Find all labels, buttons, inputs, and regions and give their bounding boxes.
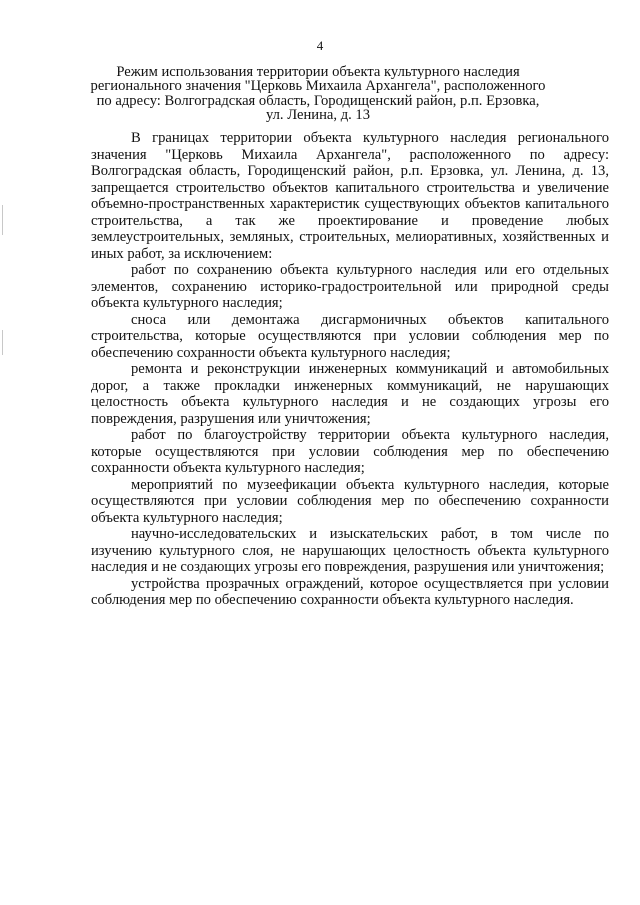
exception-item: работ по благоустройству территории объекта культурного наследия, которые осуществляются при условии соблюдения мер по обеспечению сохранности объекта культурного наследия; bbox=[91, 427, 609, 476]
scan-margin-mark bbox=[2, 205, 3, 235]
title-line: ул. Ленина, д. 13 bbox=[265, 106, 371, 123]
page-number: 4 bbox=[316, 38, 324, 53]
title-line: по адресу: Волгоградская область, Городищенский район, р.п. Ерзовка, bbox=[96, 92, 540, 109]
scan-margin-mark bbox=[2, 330, 3, 355]
exception-item: научно-исследовательских и изыскательских работ, в том числе по изучению культурного слоя, не нарушающих целостность объекта культурного наследия и не создающих угрозы его повреждения, разрушения или уничтожения; bbox=[91, 526, 609, 575]
title-line: Режим использования территории объекта культурного наследия bbox=[116, 64, 520, 80]
exception-item: мероприятий по музеефикации объекта культурного наследия, которые осуществляются при условии соблюдения мер по обеспечению сохранности объекта культурного наследия; bbox=[91, 476, 609, 526]
exception-item: ремонта и реконструкции инженерных коммуникаций и автомобильных дорог, а также прокладки инженерных коммуникаций, не нарушающих целостность объекта культурного наследия и не создающих угрозы его повреждения, разрушения или уничтожения; bbox=[91, 361, 609, 427]
document-title bbox=[90, 65, 546, 122]
document-body bbox=[91, 130, 609, 609]
title-line: регионального значения "Церковь Михаила Архангела", расположенного bbox=[90, 78, 546, 95]
exception-item: устройства прозрачных ограждений, которое осуществляется при условии соблюдения мер по обеспечению сохранности объекта культурного наследия. bbox=[91, 575, 609, 608]
exception-item: сноса или демонтажа дисгармоничных объектов капитального строительства, которые осуществляются при условии соблюдения мер по обеспечению сохранности объекта культурного наследия; bbox=[91, 311, 609, 361]
exception-item: работ по сохранению объекта культурного наследия или его отдельных элементов, сохранению историко-градостроительной или природной среды объекта культурного наследия; bbox=[91, 262, 609, 311]
intro-paragraph: В границах территории объекта культурного наследия регионального значения "Церковь Михаила Архангела", расположенного по адресу: Волгоградская область, Городищенский район, р.п. Ерзовка, ул. Ленина, д. 13, запрещается строительство объектов капитального строительства и увеличение объемно-пространственных характеристик существующих объектов капитального строительства, а так же проектирование и проведение любых землеустроительных, земляных, строительных, мелиоративных, хозяйственных и иных работ, за исключением: bbox=[91, 130, 609, 262]
